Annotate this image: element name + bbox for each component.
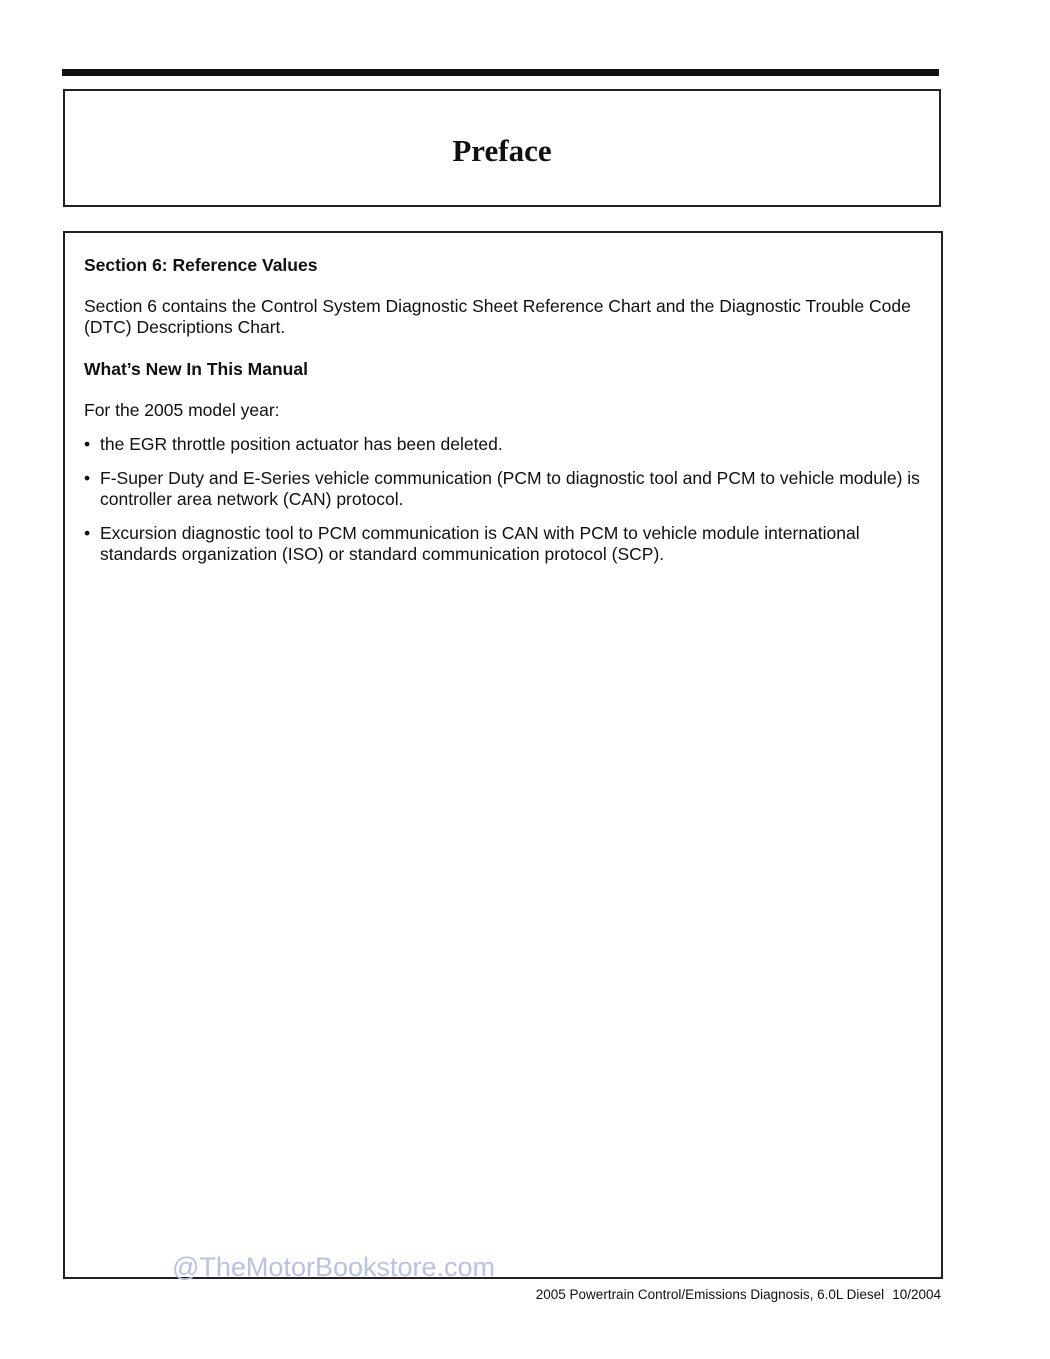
content-box <box>63 231 943 1279</box>
footer-date: 10/2004 <box>892 1287 941 1302</box>
whats-new-intro: For the 2005 model year: <box>84 400 280 420</box>
section6-heading: Section 6: Reference Values <box>84 255 318 275</box>
whats-new-heading: What’s New In This Manual <box>84 359 308 379</box>
list-item: • the EGR throttle position actuator has been deleted. <box>84 434 924 455</box>
watermark: @TheMotorBookstore.com <box>172 1252 496 1282</box>
section6-text: Section 6 contains the Control System Diagnostic Sheet Reference Chart and the Diagnostic Trouble Code (DTC) Descriptions Chart. <box>84 296 911 337</box>
content-body <box>84 255 924 578</box>
footer-title: 2005 Powertrain Control/Emissions Diagnosis, 6.0L Diesel <box>535 1287 885 1302</box>
top-rule <box>62 69 939 76</box>
whats-new-list <box>84 434 924 565</box>
footer <box>536 1287 941 1302</box>
list-item: • Excursion diagnostic tool to PCM communication is CAN with PCM to vehicle module international standards organization (ISO) or standard communication protocol (SCP). <box>84 523 924 565</box>
list-item: • F-Super Duty and E-Series vehicle communication (PCM to diagnostic tool and PCM to vehicle module) is controller area network (CAN) protocol. <box>84 468 924 510</box>
page-title: Preface <box>452 133 552 168</box>
title-box <box>63 89 941 207</box>
